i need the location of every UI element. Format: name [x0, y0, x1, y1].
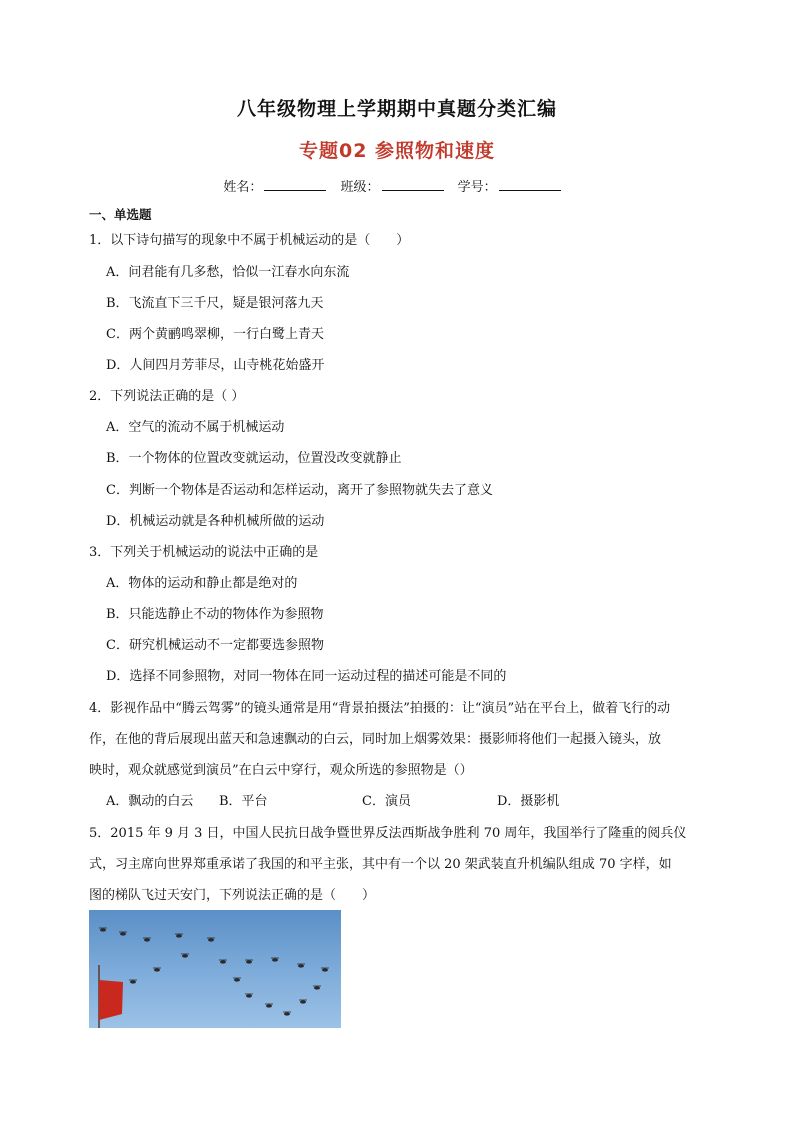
answer-option: B．飞流直下三千尺，疑是银河落九天 — [106, 296, 324, 311]
answer-option: B．只能选静止不动的物体作为参照物 — [106, 607, 324, 622]
name-blank[interactable] — [264, 178, 326, 191]
answer-option: A．问君能有几多愁，恰似一江春水向东流 — [106, 265, 350, 280]
name-label: 姓名： — [223, 180, 263, 195]
helicopter-formation-photo — [89, 910, 341, 1028]
question-stem: 1．以下诗句描写的现象中不属于机械运动的是（ ） — [89, 233, 410, 248]
page-title: 八年级物理上学期期中真题分类汇编 — [236, 98, 557, 120]
answer-option: C．两个黄鹂鸣翠柳，一行白鹭上青天 — [106, 327, 324, 342]
answer-option: D．摄影机 — [497, 794, 560, 809]
answer-option: B．平台 — [219, 794, 268, 809]
answer-option: A．空气的流动不属于机械运动 — [106, 420, 285, 435]
helicopter-formation-graphic — [89, 910, 341, 1028]
id-label: 学号： — [457, 180, 497, 195]
question-stem-line: 映时，观众就感觉到演员”在白云中穿行，观众所选的参照物是（） — [89, 763, 473, 778]
helicopter-formation — [99, 928, 329, 1016]
answer-option: A．物体的运动和静止都是绝对的 — [106, 576, 298, 591]
question-stem-line: 作，在他的背后展现出蓝天和急速飘动的白云，同时加上烟雾效果：摄影师将他们一起摄入镜头，放 — [89, 732, 662, 747]
answer-option: A．飘动的白云 — [106, 794, 194, 809]
class-label: 班级： — [340, 180, 380, 195]
answer-option: C．研究机械运动不一定都要选参照物 — [106, 638, 324, 653]
answer-option: D．选择不同参照物，对同一物体在同一运动过程的描述可能是不同的 — [106, 669, 507, 684]
question-stem: 3．下列关于机械运动的说法中正确的是 — [89, 545, 319, 560]
answer-option: B．一个物体的位置改变就运动，位置没改变就静止 — [106, 451, 402, 466]
flag — [99, 965, 123, 1028]
question-stem-line: 图的梯队飞过天安门，下列说法正确的是（ ） — [89, 888, 376, 903]
question-stem-line: 式，习主席向世界郑重承诺了我国的和平主张，其中有一个以 20 架武装直升机编队组成 70 字样，如 — [89, 857, 672, 872]
question-stem-line: 4．影视作品中“腾云驾雾”的镜头通常是用“背景拍摄法”拍摄的：让“演员”站在平台上，做着飞行的动 — [89, 701, 671, 716]
page-subtitle: 专题02 参照物和速度 — [298, 140, 496, 162]
answer-option: D．人间四月芳菲尽，山寺桃花始盛开 — [106, 358, 325, 373]
answer-options-row — [106, 790, 686, 808]
section-heading: 一、单选题 — [89, 207, 152, 222]
answer-option: C．判断一个物体是否运动和怎样运动，离开了参照物就失去了意义 — [106, 483, 493, 498]
class-blank[interactable] — [382, 178, 444, 191]
student-info-row — [0, 176, 794, 195]
question-stem-line: 5．2015 年 9 月 3 日，中国人民抗日战争暨世界反法西斯战争胜利 70 周年，我国举行了隆重的阅兵仪 — [89, 826, 687, 841]
answer-option: C．演员 — [362, 794, 411, 809]
answer-option: D．机械运动就是各种机械所做的运动 — [106, 514, 325, 529]
id-blank[interactable] — [499, 178, 561, 191]
question-stem: 2．下列说法正确的是（ ） — [89, 389, 245, 404]
